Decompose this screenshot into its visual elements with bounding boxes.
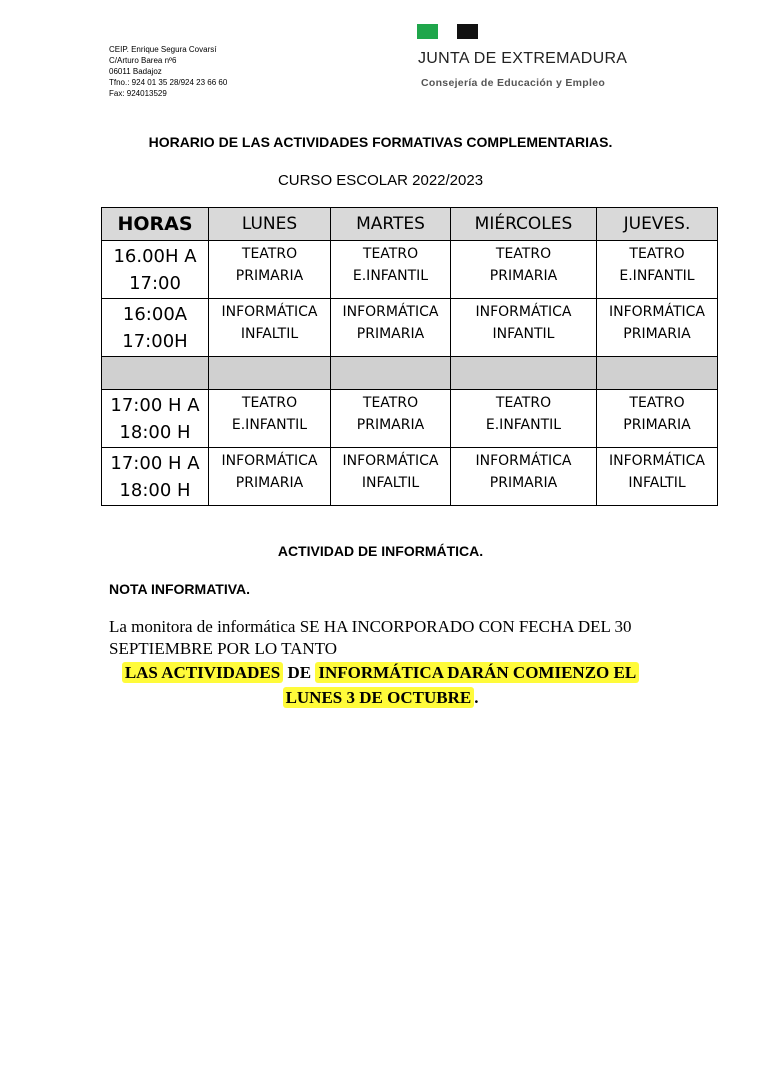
note-paragraph: La monitora de informática SE HA INCORPORADO CON FECHA DEL 30 SEPTIEMBRE POR LO TANTO bbox=[109, 617, 632, 658]
hours-end: 18:00 H bbox=[119, 480, 191, 501]
document-title: HORARIO DE LAS ACTIVIDADES FORMATIVAS COMPLEMENTARIAS. bbox=[148, 134, 613, 150]
activity-group: PRIMARIA bbox=[623, 326, 691, 342]
hours-end: 17:00H bbox=[122, 331, 188, 352]
hours-cell bbox=[102, 299, 209, 357]
activity-group: INFALTIL bbox=[628, 475, 686, 491]
activity-cell bbox=[331, 299, 451, 357]
plain-text: DE bbox=[283, 663, 316, 682]
logo-brand: JUNTA DE EXTREMADURA bbox=[418, 50, 628, 67]
activity-name: INFORMÁTICA bbox=[608, 453, 705, 469]
activity-name: INFORMÁTICA bbox=[475, 453, 572, 469]
header-jueves: JUEVES. bbox=[597, 208, 718, 241]
activity-group: E.INFANTIL bbox=[619, 268, 695, 284]
plain-text: . bbox=[474, 688, 479, 707]
schedule-table bbox=[101, 207, 718, 506]
activity-group: INFALTIL bbox=[361, 475, 420, 491]
activity-group: PRIMARIA bbox=[235, 268, 304, 284]
table-row bbox=[102, 299, 718, 357]
highlighted-text: INFORMÁTICA DARÁN COMIENZO EL bbox=[315, 662, 639, 683]
logo-subtitle: Consejería de Educación y Empleo bbox=[421, 77, 606, 89]
school-street: C/Arturo Barea nº6 bbox=[109, 56, 177, 65]
hours-end: 18:00 H bbox=[119, 422, 191, 443]
activity-cell bbox=[451, 299, 597, 357]
activity-name: TEATRO bbox=[495, 395, 552, 411]
document-subtitle: CURSO ESCOLAR 2022/2023 bbox=[277, 172, 484, 189]
separator-row bbox=[102, 357, 718, 390]
separator-cell bbox=[102, 357, 209, 390]
separator-cell bbox=[597, 357, 718, 390]
activity-group: E.INFANTIL bbox=[352, 268, 429, 284]
activity-cell bbox=[597, 241, 718, 299]
activity-name: TEATRO bbox=[629, 395, 685, 411]
table-row bbox=[102, 390, 718, 448]
activity-cell bbox=[331, 448, 451, 506]
activity-name: INFORMÁTICA bbox=[221, 453, 318, 469]
hours-start: 16.00H A bbox=[113, 246, 197, 267]
school-name: CEIP. Enrique Segura Covarsí bbox=[109, 45, 217, 54]
activity-cell bbox=[451, 241, 597, 299]
activity-group: INFALTIL bbox=[240, 326, 299, 342]
hours-start: 17:00 H A bbox=[110, 453, 200, 474]
school-fax: Fax: 924013529 bbox=[109, 89, 167, 98]
separator-cell bbox=[451, 357, 597, 390]
activity-group: INFANTIL bbox=[492, 326, 555, 342]
activity-cell bbox=[209, 241, 331, 299]
hours-cell bbox=[102, 241, 209, 299]
activity-group: PRIMARIA bbox=[489, 475, 558, 491]
activity-group: PRIMARIA bbox=[235, 475, 304, 491]
activity-cell bbox=[597, 299, 718, 357]
note-title: NOTA INFORMATIVA. bbox=[109, 581, 251, 597]
hours-cell bbox=[102, 448, 209, 506]
black-square-icon bbox=[457, 24, 478, 39]
hours-cell bbox=[102, 390, 209, 448]
header-horas: HORAS bbox=[102, 208, 209, 241]
table-row bbox=[102, 241, 718, 299]
activity-cell bbox=[331, 390, 451, 448]
school-address bbox=[109, 44, 227, 99]
schedule-header-row bbox=[102, 208, 718, 241]
activity-cell bbox=[451, 390, 597, 448]
activity-name: TEATRO bbox=[629, 246, 685, 262]
highlight-line-1 bbox=[0, 663, 761, 683]
hours-end: 17:00 bbox=[129, 273, 181, 294]
junta-logo bbox=[416, 22, 636, 92]
hours-start: 16:00A bbox=[122, 304, 188, 325]
header-lunes: LUNES bbox=[209, 208, 331, 241]
school-city: 06011 Badajoz bbox=[109, 67, 162, 76]
header-miercoles: MIÉRCOLES bbox=[451, 208, 597, 241]
activity-cell bbox=[451, 448, 597, 506]
activity-name: TEATRO bbox=[241, 246, 298, 262]
activity-group: PRIMARIA bbox=[356, 326, 425, 342]
activity-name: TEATRO bbox=[362, 395, 419, 411]
separator-cell bbox=[331, 357, 451, 390]
activity-name: INFORMÁTICA bbox=[221, 304, 318, 320]
separator-cell bbox=[209, 357, 331, 390]
activity-group: E.INFANTIL bbox=[231, 417, 308, 433]
activity-name: INFORMÁTICA bbox=[342, 453, 439, 469]
activity-cell bbox=[209, 390, 331, 448]
activity-name: INFORMÁTICA bbox=[608, 304, 705, 320]
section-title: ACTIVIDAD DE INFORMÁTICA. bbox=[277, 543, 484, 559]
activity-name: TEATRO bbox=[362, 246, 419, 262]
activity-cell bbox=[209, 299, 331, 357]
table-row bbox=[102, 448, 718, 506]
school-phone: Tfno.: 924 01 35 28/924 23 66 60 bbox=[109, 78, 228, 87]
activity-name: TEATRO bbox=[495, 246, 552, 262]
activity-cell bbox=[597, 390, 718, 448]
activity-cell bbox=[597, 448, 718, 506]
highlighted-text: LUNES 3 DE OCTUBRE bbox=[283, 687, 475, 708]
activity-name: INFORMÁTICA bbox=[475, 304, 572, 320]
highlighted-text: LAS ACTIVIDADES bbox=[122, 662, 283, 683]
activity-group: PRIMARIA bbox=[489, 268, 558, 284]
activity-group: PRIMARIA bbox=[623, 417, 691, 433]
activity-cell bbox=[209, 448, 331, 506]
activity-name: TEATRO bbox=[241, 395, 298, 411]
hours-start: 17:00 H A bbox=[110, 395, 200, 416]
activity-name: INFORMÁTICA bbox=[342, 304, 439, 320]
activity-cell bbox=[331, 241, 451, 299]
activity-group: PRIMARIA bbox=[356, 417, 425, 433]
highlight-line-2 bbox=[0, 688, 761, 708]
header-martes: MARTES bbox=[331, 208, 451, 241]
green-square-icon bbox=[417, 24, 438, 39]
activity-group: E.INFANTIL bbox=[485, 417, 562, 433]
